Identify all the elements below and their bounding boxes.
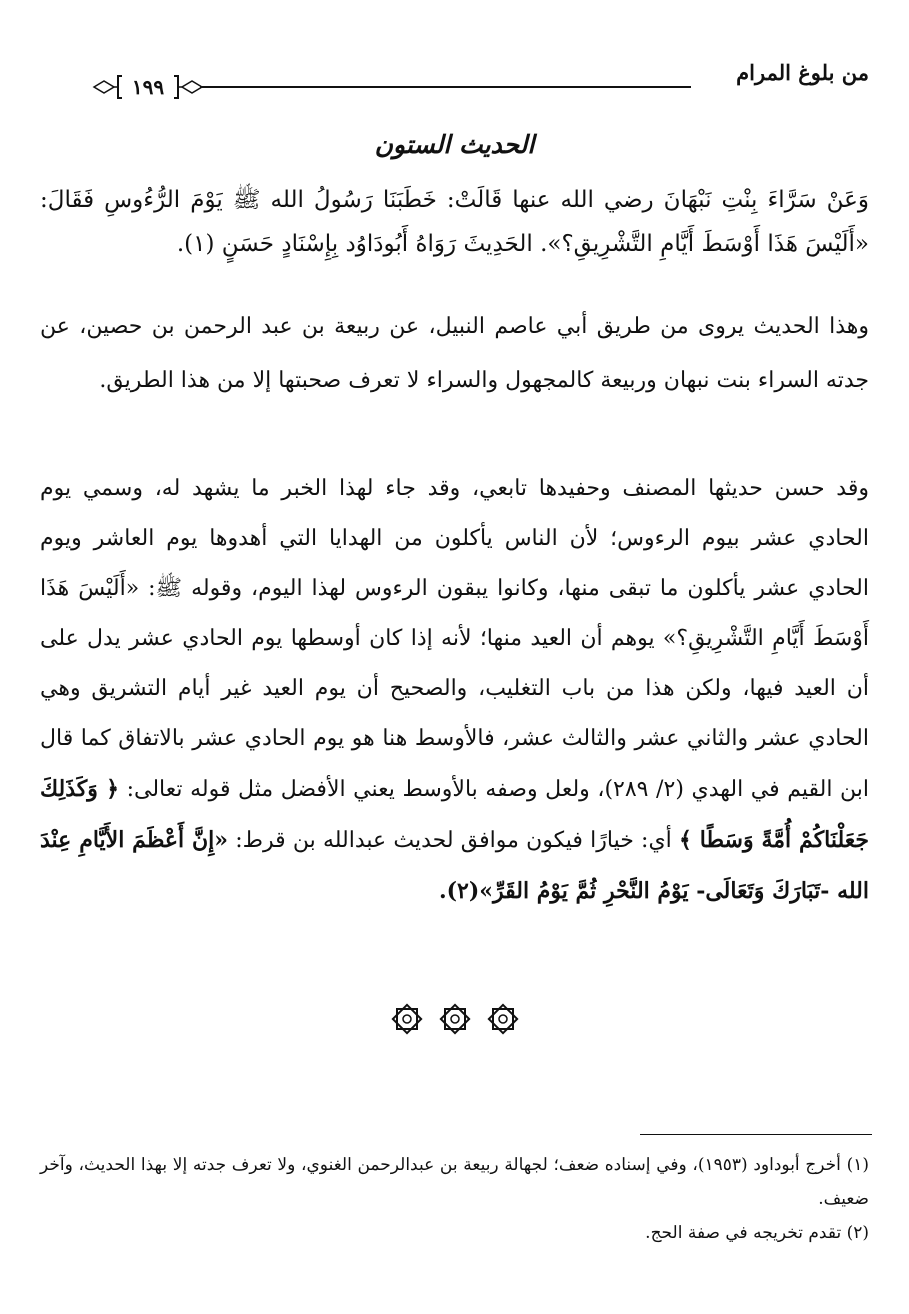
chapter-title: الحديث الستون — [374, 130, 535, 159]
footnote-separator — [640, 1134, 872, 1135]
section-divider — [0, 1002, 909, 1036]
hadith-quote: «إِنَّ أَعْظَمَ الأَيَّامِ عِنْدَ الله -تَبَارَكَ وَتَعَالَى- يَوْمُ النَّحْرِ ثُمَّ يَوْمُ القَرِّ»(٢). — [40, 827, 869, 904]
quran-verse: ﴿ وَكَذَلِكَ جَعَلْنَاكُمْ أُمَّةً وَسَطًا ﴾ — [40, 776, 870, 853]
header-rule — [200, 86, 691, 88]
commentary-paragraph-2 — [40, 464, 869, 917]
hadith-text: وَعَنْ سَرَّاءَ بِنْتِ نَبْهَانَ رضي الله عنها قَالَتْ: خَطَبَنَا رَسُولُ الله ﷺ يَوْمَ الرُّءُوسِ فَقَالَ: «أَلَيْسَ هَذَا أَوْسَطَ أَيَّامِ التَّشْرِيقِ؟». الحَدِيثَ رَوَاهُ أَبُودَاوُد بِإِسْنَادٍ حَسَنٍ (١). — [40, 187, 869, 257]
commentary-paragraph-1: وهذا الحديث يروى من طريق أبي عاصم النبيل، عن ربيعة بن عبد الرحمن بن حصين، عن جدته السراء بنت نبهان وربيعة كالمجهول والسراء لا تعرف صحبتها إلا من هذا الطريق. — [40, 314, 869, 393]
star-ornament-icon — [438, 1002, 472, 1036]
page-number-ornament — [92, 74, 204, 100]
running-title: من بلوغ المرام — [736, 60, 869, 85]
page-number: ١٩٩ — [131, 75, 165, 99]
star-ornament-icon — [390, 1002, 424, 1036]
footnote-1: (١) أخرج أبوداود (١٩٥٣)، وفي إسناده ضعف؛ لجهالة ربيعة بن عبدالرحمن الغنوي، ولا تعرف جدته إلا بهذا الحديث، وآخر ضعيف. — [40, 1155, 869, 1209]
footnote-2: (٢) تقدم تخريجه في صفة الحج. — [645, 1223, 869, 1243]
footnotes — [40, 1148, 869, 1250]
paragraph-2-text: وقد حسن حديثها المصنف وحفيدها تابعي، وقد جاء لهذا الخبر ما يشهد له، وسمي يوم الحادي عشر بيوم الرءوس؛ لأن الناس يأكلون من الهدايا التي أهدوها يوم العاشر ويوم الحادي عشر يأكلون ما تبقى منها، وكانوا يبقون الرءوس لهذا اليوم، وقوله ﷺ: «أَلَيْسَ هَذَا أَوْسَطَ أَيَّامِ التَّشْرِيقِ؟» يوهم أن العيد منها؛ لأنه إذا كان أوسطها يوم الحادي عشر يدل على أن العيد فيها، ولكن هذا من باب التغليب، والصحيح أن يوم العيد غير أيام التشريق وهي الحادي عشر والثاني عشر والثالث عشر، فالأوسط هنا هو يوم الحادي عشر بالاتفاق كما قال ابن القيم في الهدي (٢/ ٢٨٩)، ولعل وصفه بالأوسط يعني الأفضل مثل قوله تعالى: — [40, 476, 869, 802]
paragraph-2-continuation: أي: خيارًا فيكون موافق لحديث عبدالله بن قرط: — [235, 828, 672, 853]
star-ornament-icon — [486, 1002, 520, 1036]
